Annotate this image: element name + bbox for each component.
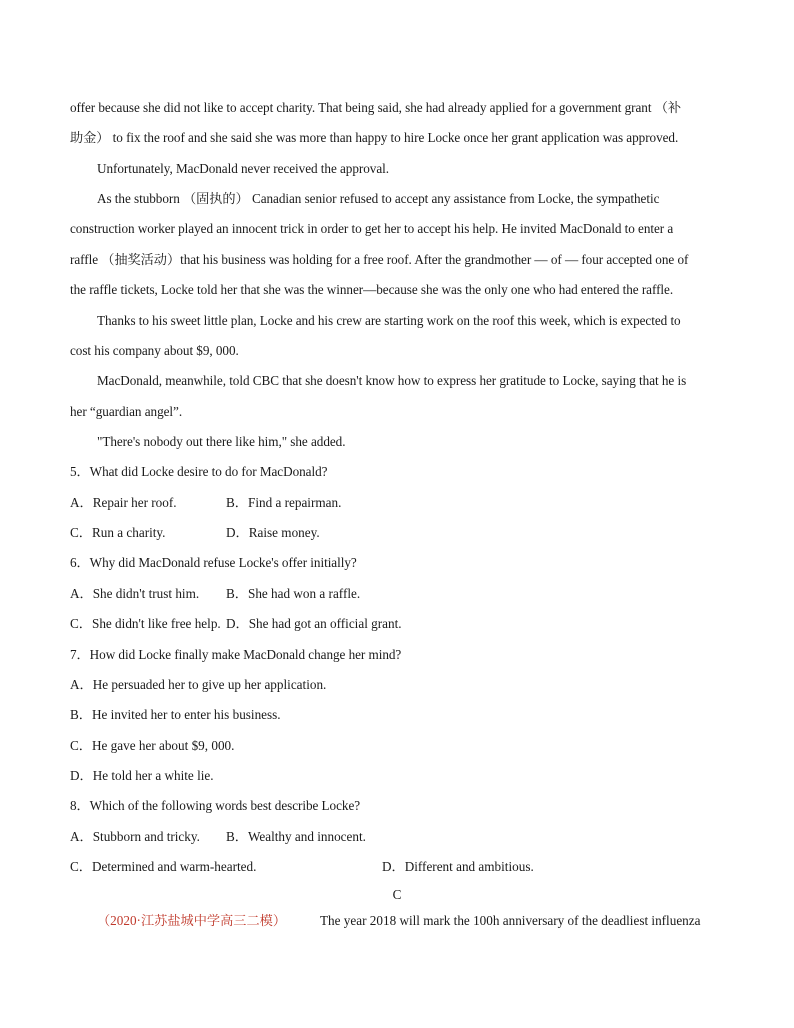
section-heading: C bbox=[392, 887, 402, 902]
question-7-option-d: D．He told her a white lie. bbox=[70, 768, 214, 783]
passage-line: construction worker played an innocent trick in order to get her to accept his help. He invited MacDonald to enter a bbox=[70, 221, 674, 236]
question-7-option-c: C．He gave her about $9, 000. bbox=[70, 738, 235, 753]
question-6-option-a: A．She didn't trust him. bbox=[70, 586, 200, 601]
question-8-option-d: D．Different and ambitious. bbox=[382, 859, 534, 874]
question-7-option-b: B．He invited her to enter his business. bbox=[70, 707, 281, 722]
question-7-option-a: A．He persuaded her to give up her application. bbox=[70, 677, 327, 692]
question-8-option-b: B．Wealthy and innocent. bbox=[226, 829, 366, 844]
passage-paragraph: Unfortunately, MacDonald never received the approval. bbox=[97, 161, 389, 176]
passage-paragraph: As the stubborn （固执的） Canadian senior refused to accept any assistance from Locke, the sympathetic bbox=[97, 191, 660, 206]
question-5-option-b: B．Find a repairman. bbox=[226, 495, 342, 510]
question-8-option-a: A．Stubborn and tricky. bbox=[70, 829, 200, 844]
passage-line: her “guardian angel”. bbox=[70, 404, 183, 419]
question-6-option-c: C．She didn't like free help. bbox=[70, 616, 221, 631]
passage-line: cost his company about $9, 000. bbox=[70, 343, 239, 358]
question-6-option-d: D．She had got an official grant. bbox=[226, 616, 402, 631]
source-citation: （2020·江苏盐城中学高三二模） bbox=[97, 913, 287, 928]
section-c-first-line: The year 2018 will mark the 100h anniversary of the deadliest influenza bbox=[320, 913, 701, 928]
passage-paragraph: Thanks to his sweet little plan, Locke and his crew are starting work on the roof this week, which is expected to bbox=[97, 313, 681, 328]
question-6-stem: 6．Why did MacDonald refuse Locke's offer initially? bbox=[70, 555, 357, 570]
passage-line: raffle （抽奖活动）that his business was holding for a free roof. After the grandmother — of — four accepted one of bbox=[70, 252, 689, 267]
passage-paragraph: "There's nobody out there like him," she added. bbox=[97, 434, 346, 449]
passage-line: offer because she did not like to accept charity. That being said, she had already applied for a government grant （补 bbox=[70, 100, 681, 115]
question-5-stem: 5．What did Locke desire to do for MacDonald? bbox=[70, 464, 328, 479]
question-8-option-c: C．Determined and warm-hearted. bbox=[70, 859, 257, 874]
question-5-option-d: D．Raise money. bbox=[226, 525, 320, 540]
question-8-stem: 8．Which of the following words best describe Locke? bbox=[70, 798, 361, 813]
question-6-option-b: B．She had won a raffle. bbox=[226, 586, 361, 601]
question-5-option-c: C．Run a charity. bbox=[70, 525, 166, 540]
passage-line: 助金） to fix the roof and she said she was more than happy to hire Locke once her grant application was approved. bbox=[70, 130, 679, 145]
question-5-option-a: A．Repair her roof. bbox=[70, 495, 177, 510]
passage-paragraph: MacDonald, meanwhile, told CBC that she doesn't know how to express her gratitude to Locke, saying that he is bbox=[97, 373, 687, 388]
question-7-stem: 7．How did Locke finally make MacDonald change her mind? bbox=[70, 647, 402, 662]
passage-line: the raffle tickets, Locke told her that she was the winner—because she was the only one who had entered the raffle. bbox=[70, 282, 674, 297]
